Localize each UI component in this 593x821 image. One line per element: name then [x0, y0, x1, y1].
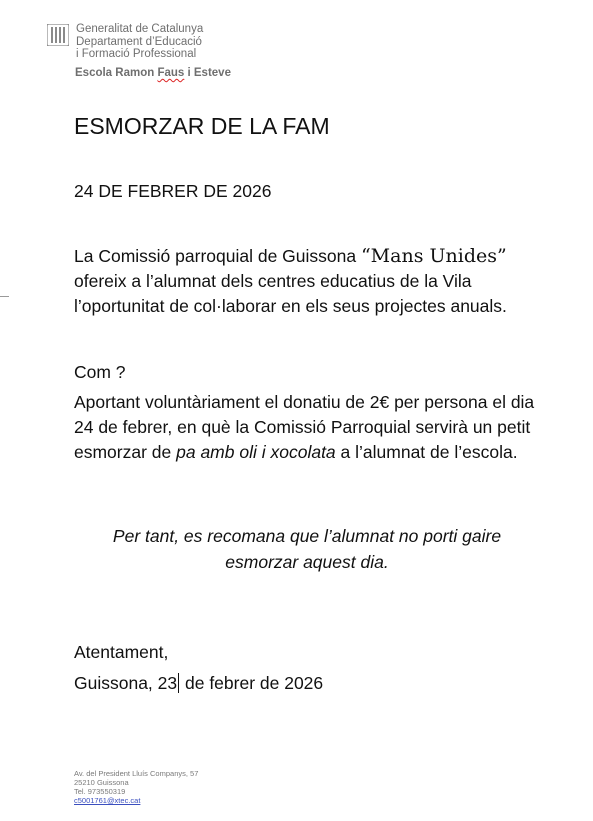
recommendation-line-1: Per tant, es recomana que l’alumnat no porti gaire — [112, 526, 502, 546]
footer-postal-code: 25210 Guissona — [74, 778, 129, 787]
intro-text-end: ofereix a l’alumnat dels centres educatius de la Vila l’oportunitat de col·laborar en els seus projectes anuals. — [74, 271, 507, 316]
org-line-2: Departament d’Educació — [76, 35, 202, 48]
margin-marker — [0, 296, 9, 297]
school-name — [75, 67, 231, 79]
organization-name — [76, 23, 203, 61]
how-paragraph[interactable] — [74, 390, 544, 465]
generalitat-logo-icon — [47, 24, 69, 46]
how-question[interactable]: Com ? — [74, 362, 126, 382]
recommendation-line-2: esmorzar aquest dia. — [225, 552, 389, 572]
how-text-start: Aportant voluntàriament el donatiu de 2€ per persona el dia 24 de febrer, en què la Comissió Parroquial servirà un petit esmorzar de — [74, 392, 535, 462]
text-cursor — [178, 673, 179, 693]
how-text-italic: pa amb oli i xocolata — [176, 442, 336, 462]
footer-address: Av. del President Lluís Companys, 57 — [74, 769, 199, 778]
intro-quote: “Mans Unides” — [360, 245, 507, 267]
recommendation-paragraph[interactable] — [74, 523, 540, 575]
intro-paragraph[interactable] — [74, 244, 544, 319]
footer-contact — [74, 769, 198, 805]
school-name-prefix: Escola Ramon — [75, 67, 158, 79]
place-date-start: Guissona, 23 — [74, 673, 178, 693]
place-date-end: de febrer de 2026 — [180, 673, 324, 693]
intro-text-start: La Comissió parroquial de Guissona — [74, 246, 361, 266]
how-text-end: a l’alumnat de l’escola. — [335, 442, 518, 462]
school-name-suffix: i Esteve — [184, 67, 231, 79]
footer-email-link[interactable]: c5001761@xtec.cat — [74, 796, 141, 805]
org-line-1: Generalitat de Catalunya — [76, 23, 204, 35]
place-and-date[interactable] — [74, 673, 323, 694]
event-date: 24 DE FEBRER DE 2026 — [74, 181, 272, 201]
closing-salutation[interactable]: Atentament, — [74, 642, 169, 662]
document-title: ESMORZAR DE LA FAM — [74, 113, 330, 139]
footer-phone: Tel. 973550319 — [74, 787, 126, 796]
school-name-spellcheck-word: Faus — [157, 67, 185, 79]
org-line-3: i Formació Professional — [76, 48, 197, 60]
